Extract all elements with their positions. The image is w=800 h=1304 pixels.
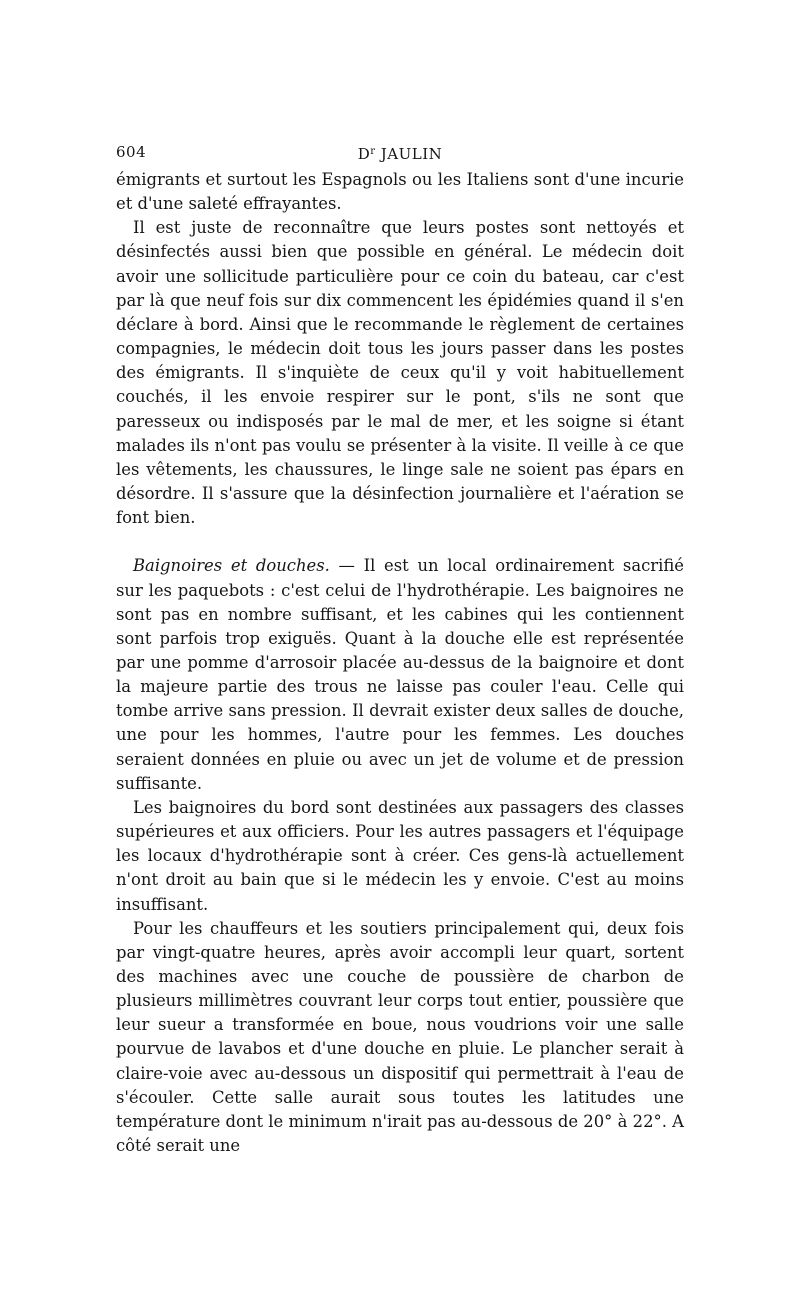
paragraph-2: Il est juste de reconnaître que leurs postes sont nettoyés et désinfectés aussi bien que possible en général. Le médecin doit avoir une sollicitude particulière pour ce coin du bateau, car c'est par là que neuf fois sur dix commencent les épidémies quand il s'en déclare à bord. Ainsi que le recommande le règlement de certaines compagnies, le médecin doit tous les jours passer dans les postes des émigrants. Il s'inquiète de ceux qu'il y voit habituellement couchés, il les envoie respirer sur le pont, s'ils ne sont que paresseux ou indisposés par le mal de mer, et les soigne si étant malades ils n'ont pas voulu se présenter à la visite. Il veille à ce que les vêtements, les chaussures, le linge sale ne soient pas épars en désordre. Il s'assure que la désinfection journalière et l'aération se font bien.	[116, 218, 684, 528]
running-title-name: JAULIN	[375, 145, 443, 163]
paragraph-1: émigrants et surtout les Espagnols ou les Italiens sont d'une incurie et d'une saleté effrayantes.	[116, 170, 684, 214]
running-title-prefix: D	[357, 145, 371, 163]
page-number: 604	[116, 143, 147, 161]
paragraph-5: Pour les chauffeurs et les soutiers principalement qui, deux fois par vingt-quatre heures, après avoir accompli leur quart, sortent des machines avec une couche de poussière de charbon de plusieurs millimètres couvrant leur corps tout entier, poussière que leur sueur a transformée en boue, nous voudrions voir une salle pourvue de lavabos et d'une douche en pluie. Le plancher serait à claire-voie avec au-dessous un dispositif qui permettrait à l'eau de s'écouler. Cette salle aurait sous toutes les latitudes une température dont le minimum n'irait pas au-dessous de 20° à 22°. A côté serait une	[116, 918, 684, 1156]
section-heading: Baignoires et douches.	[133, 556, 330, 576]
running-title	[116, 140, 684, 166]
paragraph-4: Les baignoires du bord sont destinées aux passagers des classes supérieures et aux officiers. Pour les autres passagers et l'équipage les locaux d'hydrothérapie sont à créer. Ces gens-là actuellement n'ont droit au bain que si le médecin les y envoie. C'est au moins insuffisant.	[116, 797, 684, 914]
book-page	[116, 140, 684, 1158]
running-title-sup: r	[370, 146, 376, 157]
paragraph-3	[116, 554, 684, 796]
page-header	[116, 140, 684, 168]
section-gap	[116, 530, 684, 554]
paragraph-3-body: — Il est un local ordinairement sacrifié sur les paquebots : c'est celui de l'hydrothérapie. Les baignoires ne sont pas en nombre suffisant, et les cabines qui les contiennent sont parfois trop exiguës. Quant à la douche elle est représentée par une pomme d'arrosoir placée au-dessus de la baignoire et dont la majeure partie des trous ne laisse pas couler l'eau. Celle qui tombe arrive sans pression. Il devrait exister deux salles de douche, une pour les hommes, l'autre pour les femmes. Les douches seraient données en pluie ou avec un jet de volume et de pression suffisante.	[116, 556, 684, 793]
